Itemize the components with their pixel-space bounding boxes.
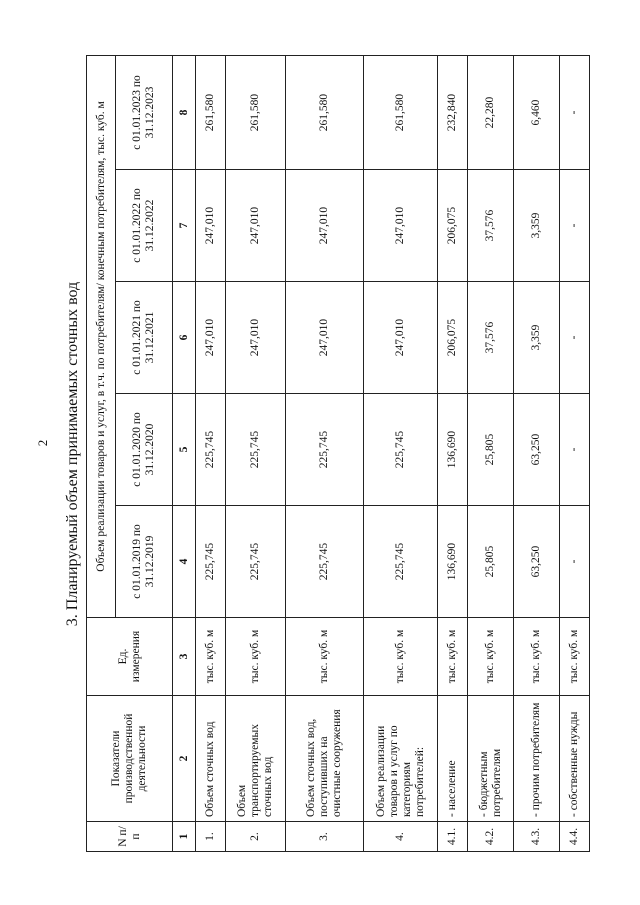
table-row [468,55,514,851]
row-value: 225,745 [364,506,438,618]
row-value: 225,745 [196,394,226,506]
row-value: 136,690 [438,506,468,618]
header-period: с 01.01.2023 по 31.12.2023 [116,55,173,169]
row-value: 3,359 [514,282,560,394]
row-value: 206,075 [438,170,468,282]
row-value: 25,805 [468,394,514,506]
row-name: Объем реализации товаров и услуг по категориям потребителей: [364,696,438,822]
column-number: 7 [173,170,196,282]
row-value: 225,745 [286,506,364,618]
row-value: 247,010 [364,282,438,394]
row-num: 2. [226,822,286,852]
row-value: 247,010 [196,282,226,394]
table-row [364,55,438,851]
column-number: 6 [173,282,196,394]
row-name: - собственные нужды [560,696,590,822]
row-name: Объем сточных вод [196,696,226,822]
row-num: 4. [364,822,438,852]
table-row [286,55,364,851]
row-value: 63,250 [514,506,560,618]
row-unit: тыс. куб. м [364,618,438,696]
row-num: 1. [196,822,226,852]
row-value: 247,010 [196,170,226,282]
column-number: 2 [173,696,196,822]
column-number: 4 [173,506,196,618]
page-number: 2 [35,439,50,447]
column-number: 1 [173,822,196,852]
volume-table-wrapper [86,56,590,852]
row-unit: тыс. куб. м [286,618,364,696]
row-num: 4.4. [560,822,590,852]
row-name: Объем сточных вод, поступивших на очистные сооружения [286,696,364,822]
header-row-1 [87,55,116,851]
rotated-content [64,56,580,852]
table-row [438,55,468,851]
header-num: N п/п [87,822,173,852]
row-value: 261,580 [226,55,286,169]
row-value: 261,580 [286,55,364,169]
row-value: 247,010 [286,282,364,394]
row-value: - [560,394,590,506]
table-row [514,55,560,851]
row-value: 225,745 [196,506,226,618]
row-unit: тыс. куб. м [196,618,226,696]
row-value: - [560,506,590,618]
row-value: 6,460 [514,55,560,169]
row-value: 261,580 [364,55,438,169]
row-value: - [560,282,590,394]
row-name: - бюджетным потребителям [468,696,514,822]
row-value: 247,010 [364,170,438,282]
row-name: Объем транспортируемых сточных вод [226,696,286,822]
row-value: 261,580 [196,55,226,169]
row-unit: тыс. куб. м [468,618,514,696]
column-number: 3 [173,618,196,696]
row-unit: тыс. куб. м [438,618,468,696]
row-num: 3. [286,822,364,852]
header-indicator: Показатели производственной деятельности [87,696,173,822]
header-unit: Ед. измерения [87,618,173,696]
header-period: с 01.01.2020 по 31.12.2020 [116,394,173,506]
row-value: 225,745 [364,394,438,506]
row-value: 247,010 [226,282,286,394]
header-group: Объем реализации товаров и услуг, в т.ч. по потребителям/ конечным потребителям, тыс. куб. м [87,55,116,617]
header-period: с 01.01.2019 по 31.12.2019 [116,506,173,618]
column-number: 8 [173,55,196,169]
row-value: 25,805 [468,506,514,618]
row-value: 3,359 [514,170,560,282]
row-unit: тыс. куб. м [226,618,286,696]
row-value: 206,075 [438,282,468,394]
row-num: 4.2. [468,822,514,852]
row-value: 232,840 [438,55,468,169]
row-value: 225,745 [226,506,286,618]
volume-table [86,55,590,852]
row-value: 63,250 [514,394,560,506]
table-row [560,55,590,851]
row-num: 4.3. [514,822,560,852]
header-period: с 01.01.2022 по 31.12.2022 [116,170,173,282]
row-name: - прочим потребителям [514,696,560,822]
row-value: 225,745 [286,394,364,506]
row-value: 247,010 [226,170,286,282]
row-unit: тыс. куб. м [514,618,560,696]
row-value: 22,280 [468,55,514,169]
column-number-row [173,55,196,851]
row-unit: тыс. куб. м [560,618,590,696]
row-value: 247,010 [286,170,364,282]
row-value: 225,745 [226,394,286,506]
row-value: 37,576 [468,170,514,282]
section-title: 3. Планируемый объем принимаемых сточных вод [64,281,81,627]
row-value: 37,576 [468,282,514,394]
column-number: 5 [173,394,196,506]
row-value: - [560,55,590,169]
table-row [196,55,226,851]
row-num: 4.1. [438,822,468,852]
header-period: с 01.01.2021 по 31.12.2021 [116,282,173,394]
table-row [226,55,286,851]
row-value: - [560,170,590,282]
row-value: 136,690 [438,394,468,506]
row-name: - население [438,696,468,822]
